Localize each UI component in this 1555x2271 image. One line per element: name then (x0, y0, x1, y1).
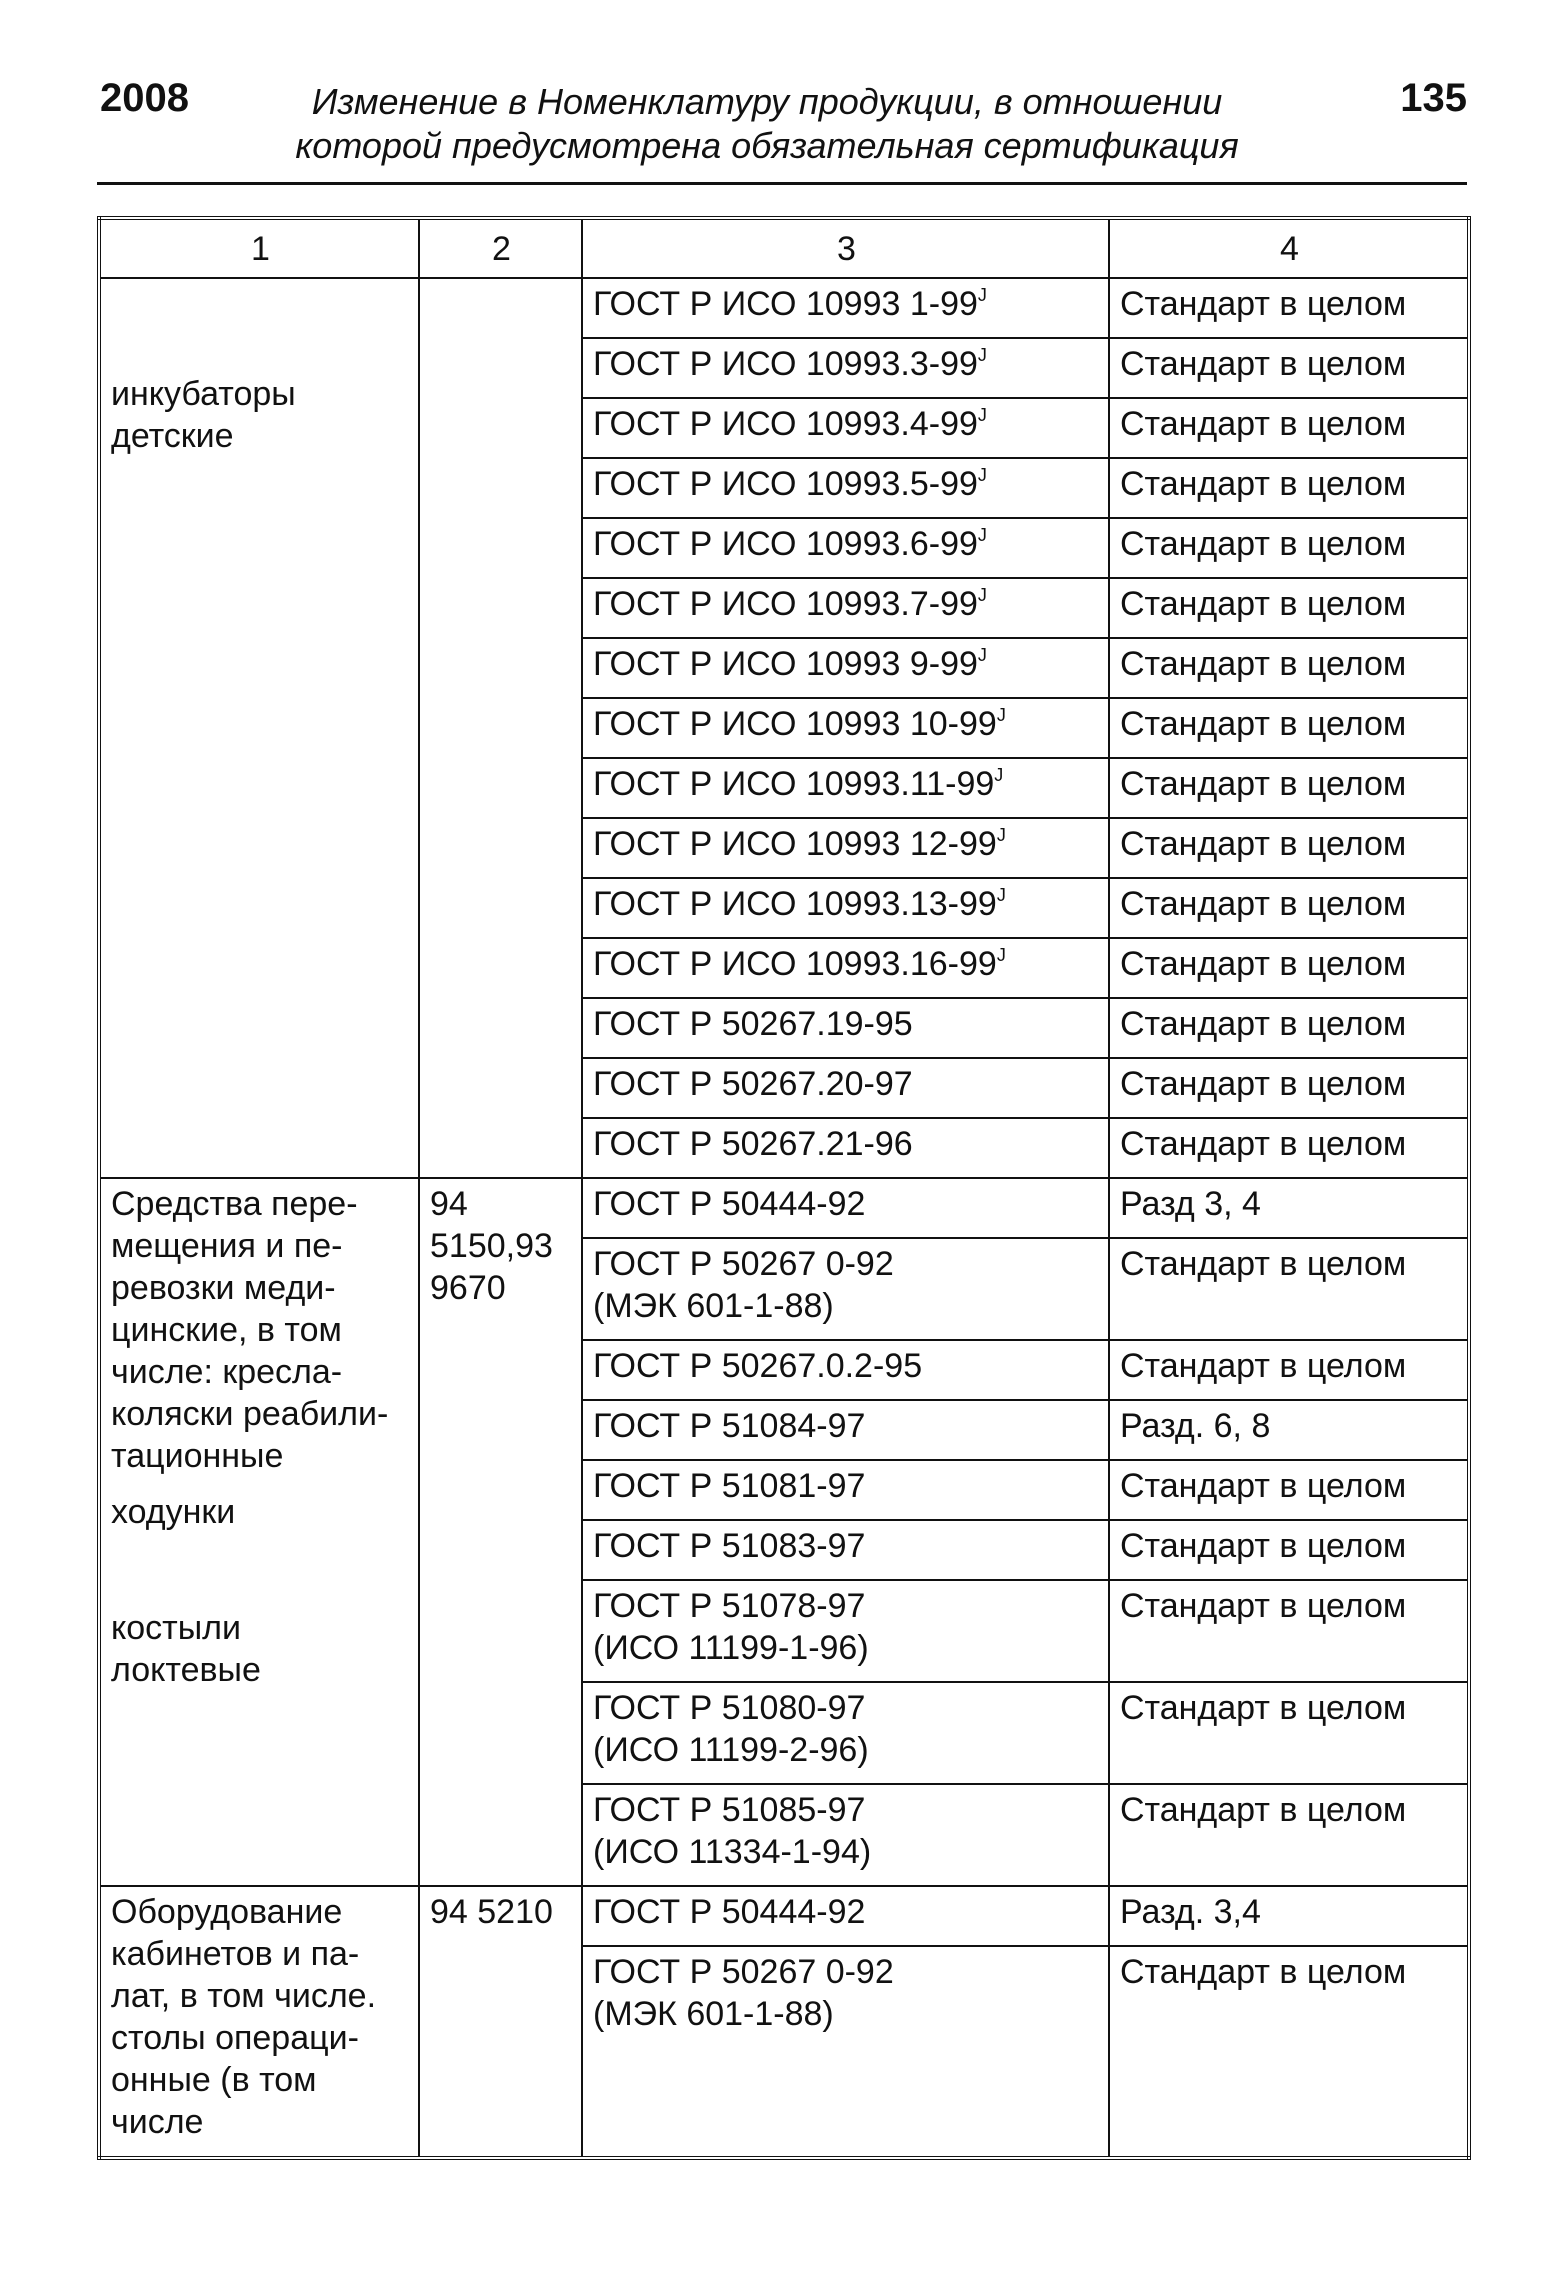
standard-cell (582, 1460, 1109, 1520)
product-name-line: Средства пере- (111, 1185, 358, 1223)
scope-text: Стандарт в целом (1120, 1005, 1407, 1043)
okp-code: 94 5150, (430, 1185, 516, 1265)
scope-cell (1109, 1886, 1469, 1946)
scope-text: Стандарт в целом (1120, 1347, 1407, 1385)
standard-code: ГОСТ Р 50267.0.2-95 (593, 1347, 923, 1385)
scope-text: Стандарт в целом (1120, 1587, 1407, 1625)
standard-code: ГОСТ Р ИСО 10993.5-99 (593, 465, 978, 503)
product-name-line: ходунки (111, 1493, 236, 1531)
standard-cell (582, 638, 1109, 698)
code-cell (419, 278, 582, 1178)
standard-cell (582, 518, 1109, 578)
product-name-line: онные (в том (111, 2061, 317, 2099)
scope-cell (1109, 398, 1469, 458)
scope-cell (1109, 518, 1469, 578)
standard-code: ГОСТ Р ИСО 10993.13-99 (593, 885, 997, 923)
scope-text: Разд 3, 4 (1120, 1185, 1261, 1223)
standard-cell (582, 818, 1109, 878)
table-row (99, 1178, 1469, 1238)
standard-cell (582, 998, 1109, 1058)
column-header: 3 (582, 218, 1109, 278)
scope-cell (1109, 1058, 1469, 1118)
scope-cell (1109, 338, 1469, 398)
scope-cell (1109, 278, 1469, 338)
scope-cell (1109, 1784, 1469, 1886)
standard-code: ГОСТ Р ИСО 10993.11-99 (593, 765, 995, 803)
product-name-line: ревозки меди- (111, 1269, 336, 1307)
title-line-1: Изменение в Номенклатуру продукции, в отношении (311, 81, 1223, 122)
standard-cell (582, 878, 1109, 938)
standard-cell (582, 1400, 1109, 1460)
footnote-mark: J (977, 465, 987, 485)
standard-code-alt: (МЭК 601-1-88) (593, 1287, 834, 1325)
title-line-2: которой предусмотрена обязательная сертификация (295, 125, 1239, 166)
scope-text: Стандарт в целом (1120, 345, 1407, 383)
scope-cell (1109, 458, 1469, 518)
product-name-line: мещения и пе- (111, 1227, 343, 1265)
product-name-line: кабинетов и па- (111, 1935, 360, 1973)
scope-cell (1109, 998, 1469, 1058)
standard-code: ГОСТ Р ИСО 10993.4-99 (593, 405, 978, 443)
standard-code-alt: (МЭК 601-1-88) (593, 1995, 834, 2033)
scope-cell (1109, 1580, 1469, 1682)
standard-code-alt: (ИСО 11199-2-96) (593, 1731, 869, 1769)
product-cell (99, 1886, 419, 2158)
product-name-line: детские (111, 417, 234, 455)
code-cell (419, 1886, 582, 2158)
footnote-mark: J (996, 825, 1006, 845)
standard-code: ГОСТ Р 50267.19-95 (593, 1005, 913, 1043)
standard-code: ГОСТ Р ИСО 10993 12-99 (593, 825, 997, 863)
standard-cell (582, 758, 1109, 818)
footnote-mark: J (977, 405, 987, 425)
scope-cell (1109, 1946, 1469, 2158)
standard-cell (582, 1340, 1109, 1400)
footnote-mark: J (994, 765, 1004, 785)
scope-text: Стандарт в целом (1120, 1527, 1407, 1565)
standard-cell (582, 398, 1109, 458)
scope-cell (1109, 1682, 1469, 1784)
scope-text: Стандарт в целом (1120, 1467, 1407, 1505)
standard-cell (582, 278, 1109, 338)
product-name-line: Оборудование (111, 1893, 343, 1931)
product-name-line: лат, в том числе. (111, 1977, 377, 2015)
scope-text: Стандарт в целом (1120, 1065, 1407, 1103)
scope-cell (1109, 1460, 1469, 1520)
scope-text: Стандарт в целом (1120, 825, 1407, 863)
scope-cell (1109, 578, 1469, 638)
standard-cell (582, 1580, 1109, 1682)
standard-cell (582, 1058, 1109, 1118)
standard-code: ГОСТ Р 51078-97 (593, 1587, 866, 1625)
scope-text: Стандарт в целом (1120, 885, 1407, 923)
scope-cell (1109, 1238, 1469, 1340)
standard-code: ГОСТ Р 50267.21-96 (593, 1125, 913, 1163)
scope-text: Стандарт в целом (1120, 405, 1407, 443)
scope-text: Стандарт в целом (1120, 525, 1407, 563)
standard-cell (582, 338, 1109, 398)
scope-cell (1109, 818, 1469, 878)
standard-code: ГОСТ Р 50444-92 (593, 1893, 866, 1931)
scope-cell (1109, 1400, 1469, 1460)
scope-text: Стандарт в целом (1120, 1689, 1407, 1727)
certification-table (97, 216, 1471, 2160)
scope-text: Стандарт в целом (1120, 465, 1407, 503)
scope-cell (1109, 1520, 1469, 1580)
scope-text: Стандарт в целом (1120, 645, 1407, 683)
standard-code: ГОСТ Р 51081-97 (593, 1467, 866, 1505)
standard-cell (582, 1520, 1109, 1580)
standard-code: ГОСТ Р ИСО 10993 10-99 (593, 705, 997, 743)
header-rule (97, 182, 1467, 185)
standard-cell (582, 1946, 1109, 2158)
footnote-mark: J (977, 345, 987, 365)
column-header: 2 (419, 218, 582, 278)
product-cell (99, 278, 419, 1178)
standard-code-alt: (ИСО 11199-1-96) (593, 1629, 869, 1667)
standard-cell (582, 1118, 1109, 1178)
scope-text: Разд. 3,4 (1120, 1893, 1261, 1931)
standard-code: ГОСТ Р ИСО 10993 9-99 (593, 645, 978, 683)
scope-text: Стандарт в целом (1120, 285, 1407, 323)
scope-cell (1109, 758, 1469, 818)
scope-text: Стандарт в целом (1120, 1245, 1407, 1283)
standard-code: ГОСТ Р 50267 0-92 (593, 1245, 894, 1283)
standard-code: ГОСТ Р ИСО 10993.16-99 (593, 945, 997, 983)
year: 2008 (100, 76, 189, 120)
page-header (97, 70, 1467, 180)
standard-cell (582, 1238, 1109, 1340)
standard-code: ГОСТ Р 50267 0-92 (593, 1953, 894, 1991)
standard-cell (582, 1178, 1109, 1238)
product-name-line: числе: кресла- (111, 1353, 343, 1391)
standard-code: ГОСТ Р ИСО 10993.7-99 (593, 585, 978, 623)
column-header: 4 (1109, 218, 1469, 278)
scope-cell (1109, 878, 1469, 938)
product-name-line: цинские, в том (111, 1311, 342, 1349)
standard-code: ГОСТ Р 50444-92 (593, 1185, 866, 1223)
standard-code: ГОСТ Р ИСО 10993 1-99 (593, 285, 978, 323)
scope-text: Стандарт в целом (1120, 585, 1407, 623)
scope-text: Разд. 6, 8 (1120, 1407, 1271, 1445)
standard-cell (582, 578, 1109, 638)
product-name-line: числе (111, 2103, 204, 2141)
standard-cell (582, 1784, 1109, 1886)
scope-cell (1109, 938, 1469, 998)
scope-cell (1109, 698, 1469, 758)
standard-code-alt: (ИСО 11334-1-94) (593, 1833, 872, 1871)
okp-code: 93 9670 (430, 1227, 553, 1307)
footnote-mark: J (977, 285, 987, 305)
footnote-mark: J (996, 705, 1006, 725)
standard-cell (582, 698, 1109, 758)
standard-code: ГОСТ Р 51083-97 (593, 1527, 866, 1565)
page-title (287, 80, 1247, 168)
scope-text: Стандарт в целом (1120, 945, 1407, 983)
standard-code: ГОСТ Р ИСО 10993.6-99 (593, 525, 978, 563)
footnote-mark: J (996, 945, 1006, 965)
standard-code: ГОСТ Р 50267.20-97 (593, 1065, 913, 1103)
footnote-mark: J (977, 525, 987, 545)
product-name-line: тационные (111, 1437, 284, 1475)
scope-text: Стандарт в целом (1120, 1791, 1407, 1829)
okp-code: 94 5210 (430, 1893, 553, 1931)
footnote-mark: J (977, 645, 987, 665)
footnote-mark: J (977, 585, 987, 605)
code-cell (419, 1178, 582, 1886)
page-number: 135 (1400, 76, 1467, 120)
standard-cell (582, 458, 1109, 518)
table-row (99, 278, 1469, 338)
product-name-line: столы операци- (111, 2019, 359, 2057)
standard-code: ГОСТ Р 51080-97 (593, 1689, 866, 1727)
scope-cell (1109, 1118, 1469, 1178)
scope-text: Стандарт в целом (1120, 1953, 1407, 1991)
standard-cell (582, 1682, 1109, 1784)
scope-text: Стандарт в целом (1120, 765, 1407, 803)
scope-cell (1109, 1178, 1469, 1238)
scope-cell (1109, 1340, 1469, 1400)
column-header: 1 (99, 218, 419, 278)
standard-code: ГОСТ Р 51084-97 (593, 1407, 866, 1445)
product-name-line: костыли (111, 1609, 242, 1647)
scope-text: Стандарт в целом (1120, 705, 1407, 743)
standard-code: ГОСТ Р ИСО 10993.3-99 (593, 345, 978, 383)
product-name-line: инкубаторы (111, 375, 296, 413)
product-name-line: локтевые (111, 1651, 261, 1689)
standard-cell (582, 938, 1109, 998)
product-cell (99, 1178, 419, 1886)
footnote-mark: J (996, 885, 1006, 905)
standard-code: ГОСТ Р 51085-97 (593, 1791, 866, 1829)
standard-cell (582, 1886, 1109, 1946)
scope-text: Стандарт в целом (1120, 1125, 1407, 1163)
product-name-line: коляски реабили- (111, 1395, 389, 1433)
table-row (99, 1886, 1469, 1946)
table-header-row (99, 218, 1469, 278)
scope-cell (1109, 638, 1469, 698)
